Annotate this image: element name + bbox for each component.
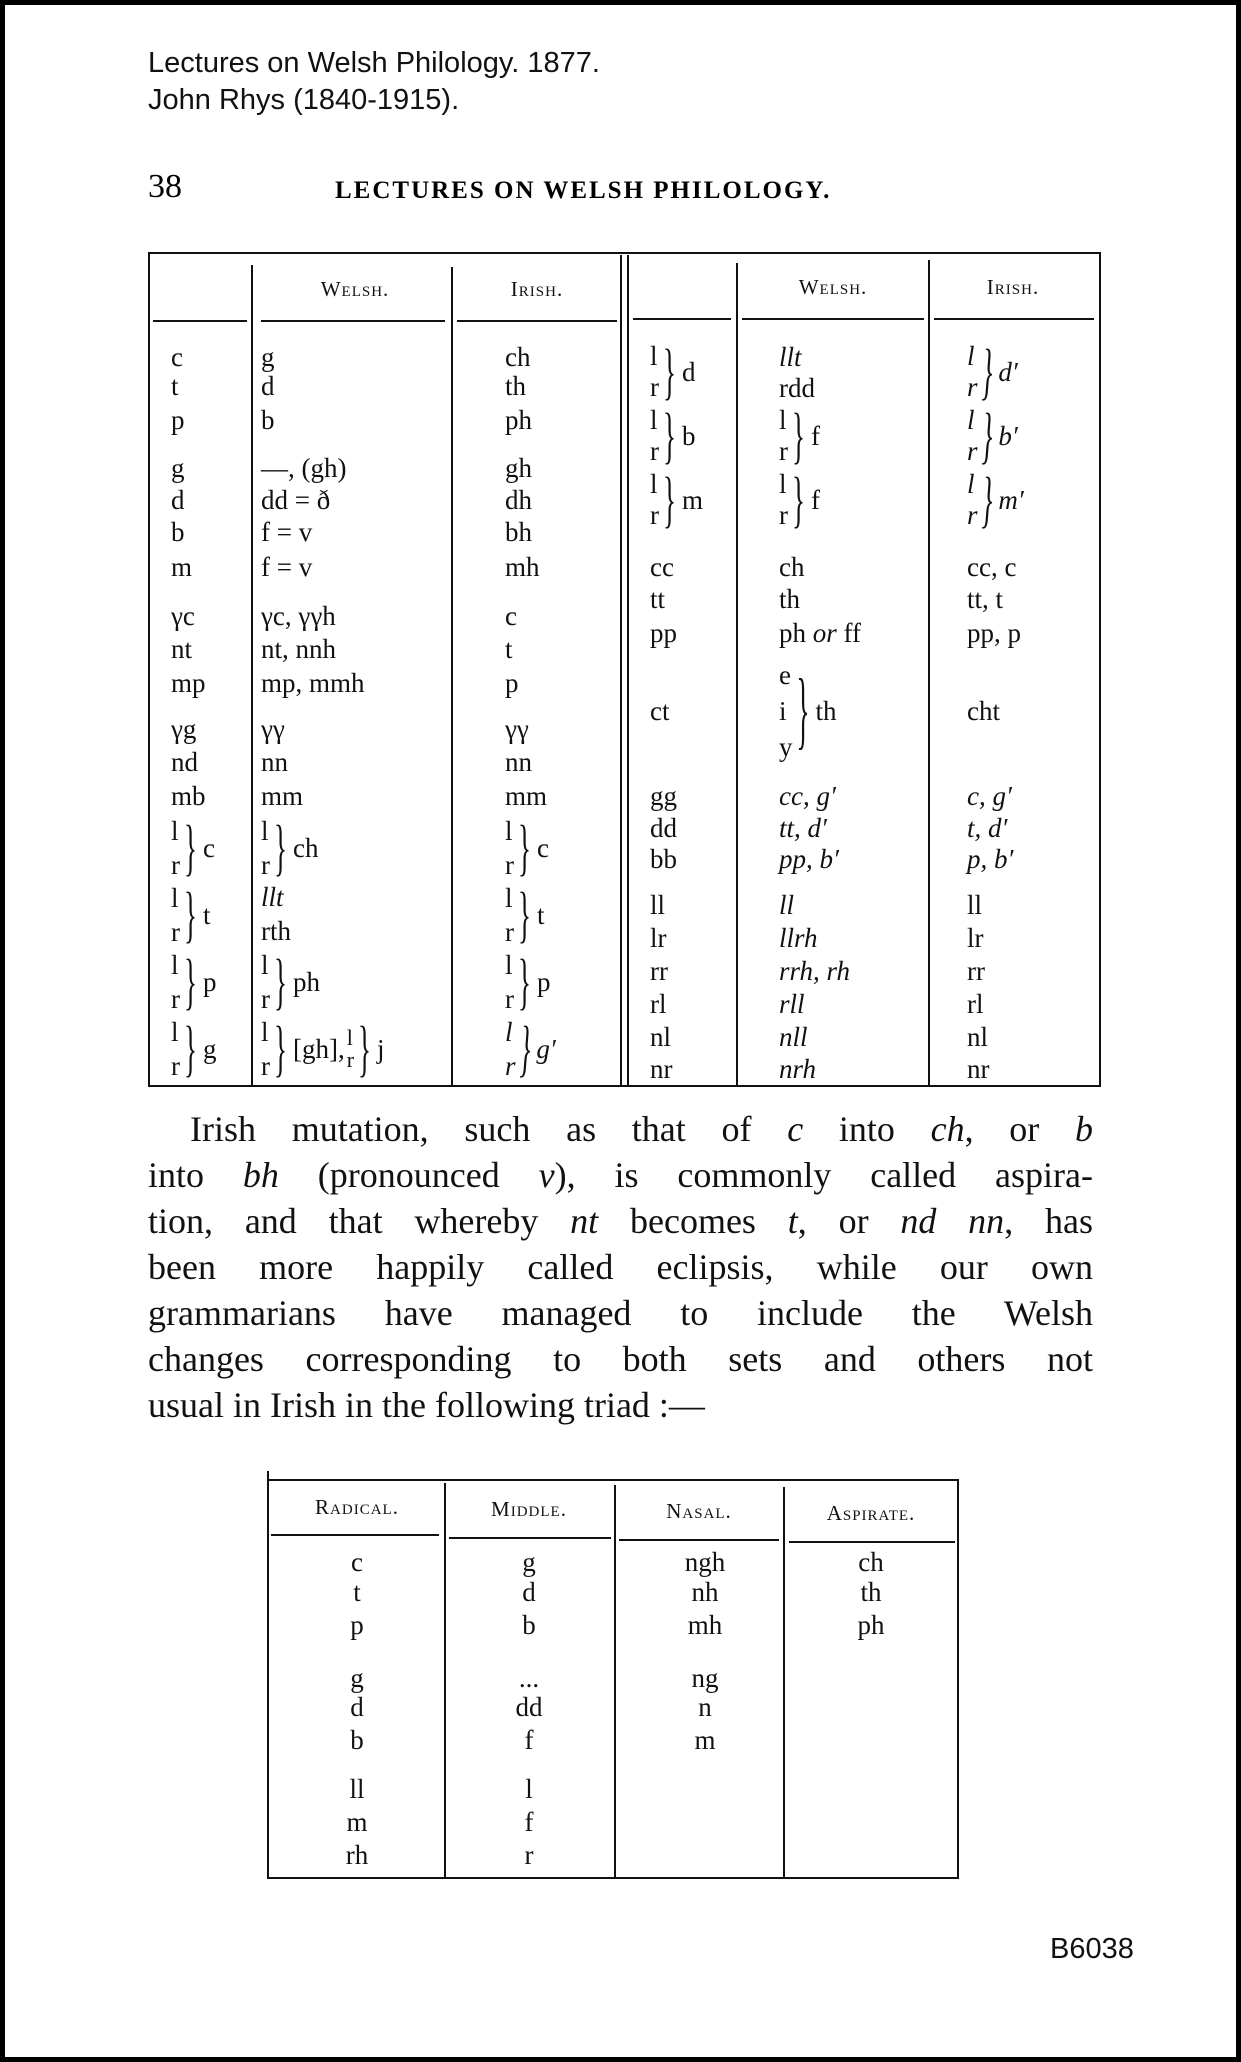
cell: dd = ð xyxy=(261,485,331,515)
cell: b′ xyxy=(998,420,1018,451)
brace-icon: } xyxy=(518,946,531,1016)
cell: dd xyxy=(515,1692,543,1722)
cell: bb xyxy=(650,844,677,874)
cell: mp xyxy=(171,668,206,698)
cell: th xyxy=(815,695,837,726)
table-rule xyxy=(928,260,930,1087)
table-bottom-rule xyxy=(148,1085,1099,1087)
cell: c, g′ xyxy=(967,781,1012,811)
cell: l xyxy=(525,1774,533,1804)
cell: cht xyxy=(967,696,1000,726)
cell: r xyxy=(505,984,514,1014)
cell: rr xyxy=(967,956,985,986)
cell: r xyxy=(171,984,180,1014)
cell: l xyxy=(779,405,787,435)
paragraph-line xyxy=(148,1198,1093,1244)
text-segment: ch xyxy=(930,1109,965,1149)
table-rule xyxy=(251,265,253,1087)
text-segment: , or xyxy=(797,1201,901,1241)
cell: d xyxy=(261,371,275,401)
cell: g xyxy=(261,342,275,372)
brace-icon: } xyxy=(518,879,531,949)
brace-icon: } xyxy=(274,1013,287,1083)
cell: t xyxy=(505,634,513,664)
cell: g xyxy=(522,1547,536,1577)
text-segment: Irish mutation, such as that of xyxy=(190,1109,788,1149)
cell: l xyxy=(171,1017,179,1047)
cell: l xyxy=(171,883,179,913)
cell: b xyxy=(350,1725,364,1755)
brace-icon: } xyxy=(184,946,197,1016)
cell: ph xyxy=(292,966,320,997)
text-segment: nd nn xyxy=(900,1201,1005,1241)
cell: g′ xyxy=(536,1033,556,1064)
cell: f = v xyxy=(261,552,313,582)
column-header-welsh: Welsh. xyxy=(320,277,390,301)
header-rule xyxy=(633,318,731,320)
header-rule xyxy=(742,318,924,320)
table-rule xyxy=(451,267,453,1087)
cell: γγ xyxy=(261,714,285,744)
cell: gg xyxy=(650,781,677,811)
table-rule xyxy=(267,1471,269,1879)
text-segment: tion, and that whereby xyxy=(148,1201,571,1241)
cell: t xyxy=(171,371,179,401)
cell: ph xyxy=(505,405,532,435)
cell: rl xyxy=(967,989,984,1019)
table-top-rule xyxy=(148,252,1099,254)
cell: l xyxy=(171,816,179,846)
paragraph-line xyxy=(148,1106,1093,1152)
cell: ch xyxy=(779,552,805,582)
brace-icon: } xyxy=(792,400,805,470)
cell: γc xyxy=(171,601,195,631)
cell: th xyxy=(505,371,527,401)
brace-group xyxy=(967,336,1018,406)
cell: nd xyxy=(171,747,198,777)
cell: ph xyxy=(857,1610,885,1640)
cell: r xyxy=(967,436,978,466)
column-header-aspirate: Aspirate. xyxy=(826,1501,916,1525)
cell: ll xyxy=(650,890,666,920)
cell: g xyxy=(171,453,185,483)
brace-icon: } xyxy=(358,1013,371,1083)
cell: ch xyxy=(858,1547,884,1577)
column-header-nasal: Nasal. xyxy=(666,1499,732,1523)
cell: pp xyxy=(650,618,677,648)
cell: y xyxy=(779,732,793,762)
cell: l xyxy=(967,469,975,499)
cell: dd xyxy=(650,813,677,843)
cell: l xyxy=(505,816,513,846)
cell: m xyxy=(346,1807,368,1837)
cell: b xyxy=(681,420,696,451)
cell: [gh], xyxy=(292,1033,345,1064)
text-segment: ), is commonly called aspira- xyxy=(554,1155,1093,1195)
cell: m xyxy=(171,552,193,582)
table-rule xyxy=(148,252,150,1087)
cell: ll xyxy=(349,1774,365,1804)
cell: t xyxy=(202,899,211,930)
cell: ct xyxy=(650,696,670,726)
header-rule xyxy=(449,1537,611,1539)
cell-text: ph xyxy=(779,618,813,648)
cell: r xyxy=(171,1051,180,1081)
table-rule xyxy=(957,1479,959,1879)
cell-text: ff xyxy=(836,618,862,648)
cell: r xyxy=(261,984,270,1014)
cell: rth xyxy=(261,916,291,946)
cell: llrh xyxy=(779,923,818,953)
cell: γg xyxy=(171,714,197,744)
cell: rh xyxy=(345,1840,369,1870)
document-code: B6038 xyxy=(1050,1933,1134,1965)
cell: ch xyxy=(292,832,319,863)
cell: r xyxy=(171,917,180,947)
cell: t xyxy=(536,899,545,930)
cell: l xyxy=(261,950,269,980)
cell: γγ xyxy=(505,714,529,744)
brace-group xyxy=(505,881,544,949)
cell: p xyxy=(202,966,217,997)
column-header-middle: Middle. xyxy=(491,1497,567,1521)
cell: l xyxy=(779,469,787,499)
paragraph-line xyxy=(148,1336,1093,1382)
cell: mm xyxy=(261,781,304,811)
column-header-welsh: Welsh. xyxy=(798,275,868,299)
cell: dh xyxy=(505,485,532,515)
cell: th xyxy=(779,584,801,614)
cell: c xyxy=(536,832,549,863)
cell: f xyxy=(524,1725,534,1755)
cell: tt, t xyxy=(967,584,1004,614)
paragraph-line xyxy=(148,1382,1093,1428)
cell: rr xyxy=(650,956,668,986)
cell-text: or xyxy=(812,618,837,648)
paragraph-line xyxy=(148,1244,1093,1290)
cell: p xyxy=(505,668,519,698)
cell: nr xyxy=(967,1054,990,1084)
cell: c xyxy=(202,832,215,863)
cell: l xyxy=(505,950,513,980)
cell: r xyxy=(505,917,514,947)
cell: r xyxy=(261,1051,270,1081)
cell: rdd xyxy=(779,373,815,403)
table-rule xyxy=(627,255,629,1087)
cell: ll xyxy=(967,890,983,920)
text-segment: into xyxy=(148,1155,243,1195)
cell: p xyxy=(350,1610,364,1640)
cell: ch xyxy=(505,342,531,372)
text-segment: into xyxy=(803,1109,931,1149)
brace-group xyxy=(171,881,210,949)
text-segment: , has xyxy=(1004,1201,1093,1241)
cell: r xyxy=(650,436,659,466)
text-segment: b xyxy=(1075,1109,1094,1149)
brace-group xyxy=(171,1015,216,1083)
cell: d′ xyxy=(998,356,1018,387)
cell: b xyxy=(171,517,185,547)
cell: th xyxy=(860,1577,882,1607)
brace-icon: } xyxy=(184,1013,197,1083)
column-header-irish: Irish. xyxy=(986,275,1040,299)
table-top-rule xyxy=(267,1479,957,1481)
brace-icon: } xyxy=(792,464,805,534)
brace-group xyxy=(505,948,550,1016)
brace-group xyxy=(779,464,820,534)
cell: r xyxy=(967,500,978,530)
cell: c xyxy=(351,1547,363,1577)
text-segment: t xyxy=(787,1201,798,1241)
cell: ng xyxy=(691,1663,719,1693)
text-segment: nt xyxy=(570,1201,599,1241)
brace-group xyxy=(650,336,696,406)
brace-group xyxy=(261,1015,385,1083)
cell: d xyxy=(350,1692,364,1722)
cell: n xyxy=(698,1692,712,1722)
brace-group xyxy=(650,464,703,534)
brace-icon: } xyxy=(663,464,676,534)
text-segment: , or xyxy=(964,1109,1076,1149)
brace-icon: } xyxy=(519,1013,531,1083)
header-rule xyxy=(457,320,617,322)
cell: l xyxy=(650,405,658,435)
header-rule xyxy=(261,320,445,322)
cell: c xyxy=(171,342,183,372)
cell: t xyxy=(353,1577,361,1607)
table-rule xyxy=(620,255,622,1087)
cell: nn xyxy=(505,747,532,777)
cell: nn xyxy=(261,747,288,777)
cell: lr xyxy=(650,923,667,953)
cell: p xyxy=(536,966,551,997)
text-segment: usual in Irish in the following triad :— xyxy=(148,1385,705,1425)
cell: tt xyxy=(650,584,666,614)
brace-icon: } xyxy=(796,661,810,758)
cell: d xyxy=(681,356,696,387)
cell: cc, c xyxy=(967,552,1017,582)
brace-icon: } xyxy=(274,812,287,882)
text-segment: changes corresponding to both sets and others not xyxy=(148,1339,1093,1379)
brace-icon: } xyxy=(663,400,676,470)
brace-icon: } xyxy=(981,464,993,534)
cell: rl xyxy=(650,989,667,1019)
cell: ngh xyxy=(684,1547,726,1577)
cell: f xyxy=(810,484,820,515)
cell: ll xyxy=(779,890,795,920)
cell: r xyxy=(967,372,978,402)
cell: b xyxy=(522,1610,536,1640)
text-segment: grammarians have managed to include the Welsh xyxy=(148,1293,1093,1333)
table-rule xyxy=(1099,252,1101,1087)
cell: l xyxy=(346,1025,353,1050)
brace-group xyxy=(261,948,320,1016)
brace-group xyxy=(505,814,549,882)
column-header-radical: Radical. xyxy=(315,1495,399,1519)
paragraph-line xyxy=(148,1152,1093,1198)
cell: llt xyxy=(779,342,802,372)
text-segment: been more happily called eclipsis, while our own xyxy=(148,1247,1093,1287)
cell: cc, g′ xyxy=(779,781,836,811)
cell: l xyxy=(505,883,513,913)
table-rule xyxy=(783,1487,785,1877)
table-bottom-rule xyxy=(267,1877,957,1879)
cell: nt xyxy=(171,634,193,664)
cell: e xyxy=(779,660,791,690)
cell: r xyxy=(650,372,659,402)
cell: g xyxy=(350,1663,364,1693)
header-rule xyxy=(789,1541,955,1543)
cell: nll xyxy=(779,1022,808,1052)
cell: mh xyxy=(505,552,540,582)
cell: nl xyxy=(967,1022,989,1052)
cell: l xyxy=(171,950,179,980)
cell: nh xyxy=(691,1577,719,1607)
brace-group xyxy=(967,464,1024,534)
cell: d xyxy=(171,485,185,515)
cell: r xyxy=(524,1840,534,1870)
cell: l xyxy=(650,469,658,499)
cell: pp, b′ xyxy=(779,844,839,874)
cell: cc xyxy=(650,552,674,582)
brace-group xyxy=(967,400,1018,470)
brace-group xyxy=(779,657,836,765)
cell: m xyxy=(694,1725,716,1755)
cell: i xyxy=(779,696,787,726)
table-rule xyxy=(736,263,738,1087)
cell: tt, d′ xyxy=(779,813,827,843)
cell: r xyxy=(171,850,180,880)
cell: m′ xyxy=(998,484,1024,515)
cell: m xyxy=(681,484,703,515)
header-rule xyxy=(934,318,1094,320)
cell: f = v xyxy=(261,517,313,547)
cell: l xyxy=(505,1017,513,1047)
cell: b xyxy=(261,405,275,435)
cell: f xyxy=(524,1807,534,1837)
citation-title: Lectures on Welsh Philology. 1877. xyxy=(148,47,600,79)
cell: r xyxy=(779,436,788,466)
cell: r xyxy=(261,850,270,880)
text-segment: bh xyxy=(242,1155,279,1195)
running-head: LECTURES ON WELSH PHILOLOGY. xyxy=(335,177,832,204)
cell: l xyxy=(261,1017,269,1047)
cell: nt, nnh xyxy=(261,634,337,664)
table-rule xyxy=(444,1483,446,1877)
cell: l xyxy=(967,405,975,435)
cell: t, d′ xyxy=(967,813,1008,843)
cell: bh xyxy=(505,517,532,547)
cell: γc, γγh xyxy=(261,601,336,631)
brace-group xyxy=(779,400,820,470)
cell: j xyxy=(377,1033,385,1064)
cell: r xyxy=(650,500,659,530)
cell: d xyxy=(522,1577,536,1607)
brace-icon: } xyxy=(981,400,993,470)
page-number: 38 xyxy=(148,168,182,205)
cell: mp, mmh xyxy=(261,668,365,698)
cell: l xyxy=(967,341,975,371)
body-paragraph xyxy=(148,1106,1093,1428)
cell: l xyxy=(650,341,658,371)
cell: p, b′ xyxy=(967,844,1014,874)
cell: rll xyxy=(779,989,805,1019)
brace-icon: } xyxy=(184,812,197,882)
cell: lr xyxy=(967,923,984,953)
cell: nr xyxy=(650,1054,673,1084)
cell: nl xyxy=(650,1022,672,1052)
cell xyxy=(779,617,861,649)
header-rule xyxy=(153,320,247,322)
brace-icon: } xyxy=(663,336,676,406)
brace-group xyxy=(171,948,216,1016)
cell: mm xyxy=(505,781,548,811)
brace-group xyxy=(171,814,215,882)
text-segment: becomes xyxy=(598,1201,788,1241)
cell: gh xyxy=(505,453,532,483)
brace-group xyxy=(261,814,318,882)
cell: r xyxy=(346,1047,355,1072)
cell: l xyxy=(261,816,269,846)
brace-group xyxy=(650,400,696,470)
cell: pp, p xyxy=(967,618,1021,648)
header-rule xyxy=(271,1534,439,1536)
text-segment: c xyxy=(787,1109,804,1149)
brace-icon: } xyxy=(518,812,531,882)
brace-icon: } xyxy=(981,336,993,406)
brace-icon: } xyxy=(184,879,197,949)
cell: p xyxy=(171,405,185,435)
cell: mb xyxy=(171,781,206,811)
header-rule xyxy=(619,1539,779,1541)
citation-author: John Rhys (1840-1915). xyxy=(148,84,460,116)
column-header-irish: Irish. xyxy=(510,277,564,301)
table-rule xyxy=(614,1485,616,1877)
cell: mh xyxy=(687,1610,723,1640)
cell: ... xyxy=(518,1663,540,1693)
text-segment: v xyxy=(538,1155,555,1195)
cell: r xyxy=(505,1051,516,1081)
cell: f xyxy=(810,420,820,451)
text-segment: (pronounced xyxy=(278,1155,539,1195)
cell: r xyxy=(779,500,788,530)
cell: rrh, rh xyxy=(779,956,851,986)
cell: r xyxy=(505,850,514,880)
cell: —, (gh) xyxy=(261,453,347,483)
cell: g xyxy=(202,1033,217,1064)
cell: c xyxy=(505,601,517,631)
cell: nrh xyxy=(779,1054,817,1084)
paragraph-line xyxy=(148,1290,1093,1336)
brace-icon: } xyxy=(274,946,287,1016)
brace-group xyxy=(505,1015,556,1083)
document-page xyxy=(5,5,1236,2057)
cell: llt xyxy=(261,882,284,912)
